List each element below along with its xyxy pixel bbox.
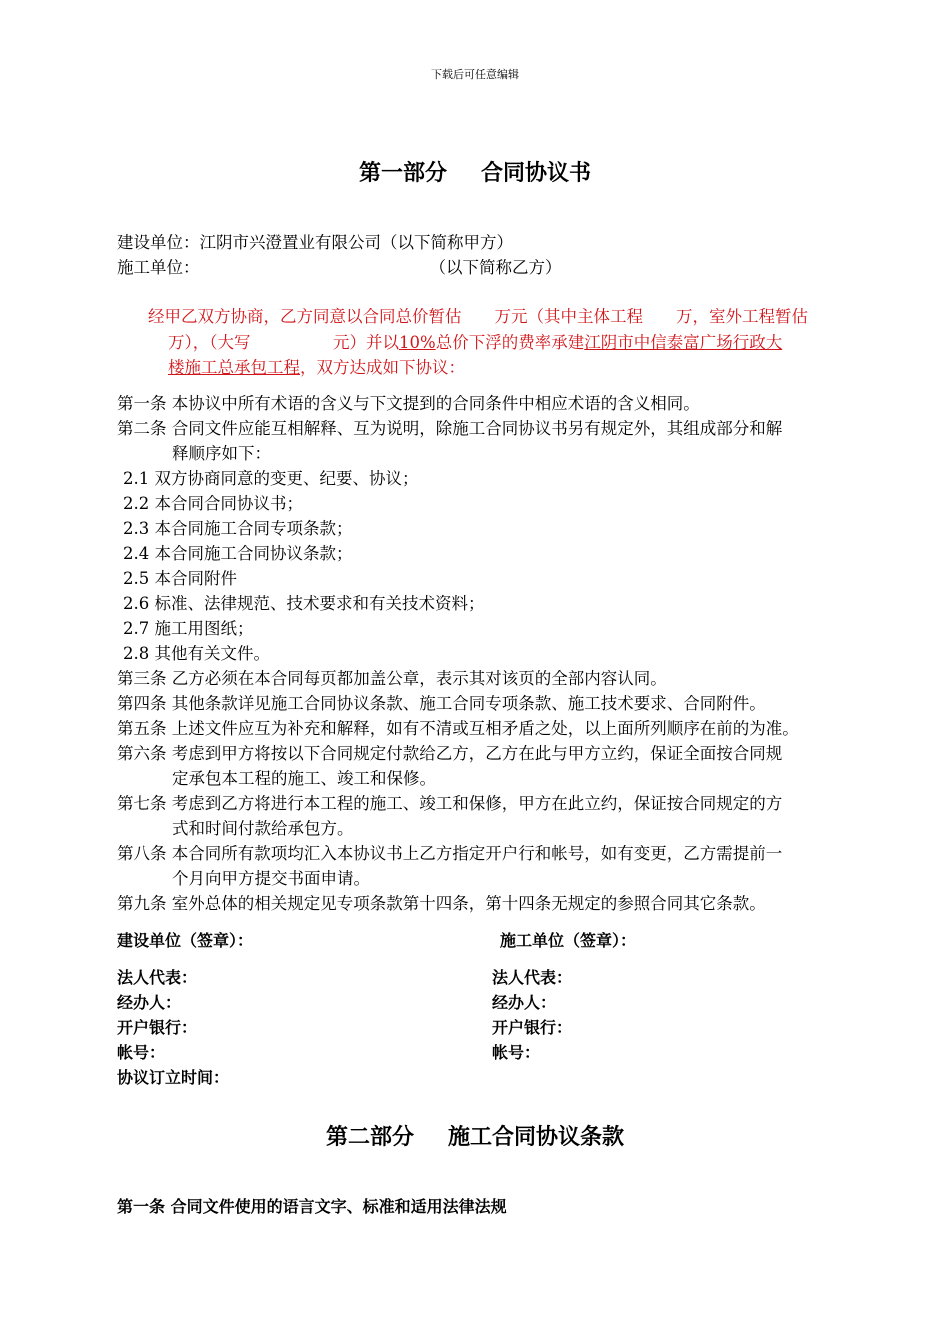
list-item: 2.5 本合同附件: [123, 569, 237, 588]
list-item: 2.3 本合同施工合同专项条款；: [123, 519, 353, 538]
article-8-line-1: 第八条 本合同所有款项均汇入本协议书上乙方指定开户行和帐号，如有变更，乙方需提前一: [117, 844, 783, 863]
contractor-handler: 经办人：: [492, 993, 557, 1012]
agreement-conclusion: ，双方达成如下协议：: [300, 358, 465, 377]
agreement-amount-text: 万），（大写 元）并以: [168, 333, 399, 352]
article-1: 第一条 本协议中所有术语的含义与下文提到的合同条件中相应术语的含义相同。: [117, 394, 700, 413]
part1-title-text: 合同协议书: [481, 161, 592, 186]
header-note: 下载后可任意编辑: [431, 68, 519, 81]
article-2-line-2: 释顺序如下：: [172, 444, 271, 463]
builder-handler: 经办人：: [117, 993, 182, 1012]
list-item: 2.1 双方协商同意的变更、纪要、协议；: [123, 469, 419, 488]
list-item: 2.2 本合同合同协议书；: [123, 494, 303, 513]
article-7-line-2: 式和时间付款给承包方。: [172, 819, 354, 838]
part2-article-1-heading: 第一条 合同文件使用的语言文字、标准和适用法律法规: [117, 1197, 507, 1216]
agreement-line-2: [168, 330, 782, 355]
article-9: 第九条 室外总体的相关规定见专项条款第十四条，第十四条无规定的参照合同其它条款。: [117, 894, 766, 913]
contractor-suffix: （以下简称乙方）: [429, 258, 562, 277]
builder-bank: 开户银行：: [117, 1018, 198, 1037]
article-5: 第五条 上述文件应互为补充和解释，如有不清或互相矛盾之处，以上面所列顺序在前的为准。: [117, 719, 799, 738]
part2-title-text: 施工合同协议条款: [448, 1125, 625, 1150]
part2-title-number: 第二部分: [325, 1125, 414, 1150]
agreement-line-1: 经甲乙双方协商，乙方同意以合同总价暂估 万元（其中主体工程 万，室外工程暂估: [148, 307, 808, 326]
article-2-line-1: 第二条 合同文件应能互相解释、互为说明，除施工合同协议书另有规定外，其组成部分和解: [117, 419, 783, 438]
list-item: 2.4 本合同施工合同协议条款；: [123, 544, 353, 563]
builder-line: 建设单位：江阴市兴澄置业有限公司（以下简称甲方）: [117, 233, 513, 252]
builder-seal-label: 建设单位（签章）：: [117, 931, 254, 950]
project-name-part2: 楼施工总承包工程: [168, 358, 300, 377]
part1-title-number: 第一部分: [358, 161, 447, 186]
contractor-seal-label: 施工单位（签章）：: [500, 931, 637, 950]
article-6-line-1: 第六条 考虑到甲方将按以下合同规定付款给乙方，乙方在此与甲方立约，保证全面按合同规: [117, 744, 783, 763]
contractor-account: 帐号：: [492, 1043, 541, 1062]
agreement-line-3: [168, 355, 465, 380]
article-7-line-1: 第七条 考虑到乙方将进行本工程的施工、竣工和保修，甲方在此立约，保证按合同规定的方: [117, 794, 783, 813]
article-6-line-2: 定承包本工程的施工、竣工和保修。: [172, 769, 436, 788]
list-item: 2.6 标准、法律规范、技术要求和有关技术资料；: [123, 594, 485, 613]
list-item: 2.7 施工用图纸；: [123, 619, 254, 638]
article-8-line-2: 个月向甲方提交书面申请。: [172, 869, 370, 888]
article-4: 第四条 其他条款详见施工合同协议条款、施工合同专项条款、施工技术要求、合同附件。: [117, 694, 766, 713]
list-item: 2.8 其他有关文件。: [123, 644, 270, 663]
contractor-line: [117, 255, 562, 280]
builder-legal-rep: 法人代表：: [117, 968, 198, 987]
part1-title: [0, 156, 950, 187]
builder-account: 帐号：: [117, 1043, 166, 1062]
contractor-label: 施工单位：: [117, 258, 200, 277]
part2-title: [0, 1120, 950, 1151]
agreement-rate: 10%: [399, 333, 436, 352]
project-name-part1: 江阴市中信泰富广场行政大: [584, 333, 783, 352]
contractor-bank: 开户银行：: [492, 1018, 573, 1037]
agreement-rate-text: 总价下浮的费率承建: [435, 333, 585, 352]
agreement-date: 协议订立时间：: [117, 1068, 230, 1087]
contractor-legal-rep: 法人代表：: [492, 968, 573, 987]
article-3: 第三条 乙方必须在本合同每页都加盖公章，表示其对该页的全部内容认同。: [117, 669, 667, 688]
